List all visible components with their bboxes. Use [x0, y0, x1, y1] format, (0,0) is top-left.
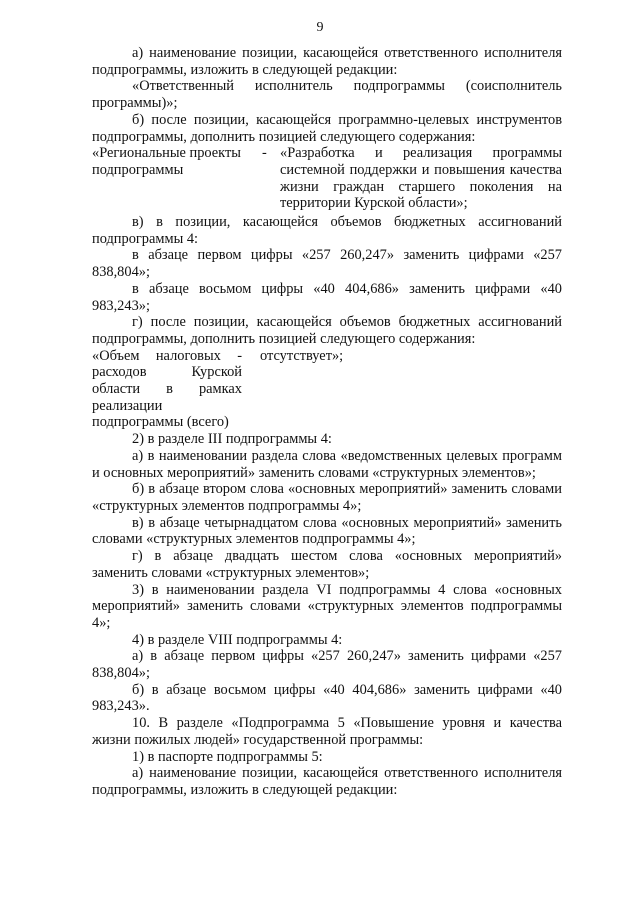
position-name-line: подпрограммы (всего): [92, 414, 229, 431]
paragraph: 3) в наименовании раздела VI подпрограммы 4 слова «основных мероприятий» заменить словами «структурных элементов подпрограммы 4»;: [92, 581, 562, 631]
position-table-regional-projects: [92, 145, 562, 212]
paragraph: 4) в разделе VIII подпрограммы 4:: [132, 631, 343, 648]
position-name-line: расходов Курской: [92, 364, 242, 381]
position-dash: -: [262, 145, 267, 162]
document-body: [92, 45, 562, 799]
paragraph: 2) в разделе III подпрограммы 4:: [132, 431, 332, 448]
paragraph: а) в абзаце первом цифры «257 260,247» заменить цифрами «257 838,804»;: [92, 648, 562, 682]
paragraph: б) в абзаце восьмом цифры «40 404,686» заменить цифрами «40 983,243».: [92, 681, 562, 715]
position-name-line: «Объем налоговых -: [92, 347, 242, 364]
paragraph: 1) в паспорте подпрограммы 5:: [132, 748, 323, 765]
paragraph: а) в наименовании раздела слова «ведомственных целевых программ и основных мероприятий» заменить словами «структурных элементов»;: [92, 447, 562, 481]
paragraph: в) в позиции, касающейся объемов бюджетных ассигнований подпрограммы 4:: [92, 214, 562, 247]
paragraph: б) после позиции, касающейся программно-целевых инструментов подпрограммы, дополнить позицией следующего содержания:: [92, 111, 562, 145]
paragraph: «Ответственный исполнитель подпрограммы (соисполнитель программы)»;: [92, 78, 562, 112]
position-value-line: жизни граждан старшего поколения на: [280, 178, 562, 195]
position-name-line: области в рамках: [92, 381, 242, 398]
paragraph: 10. В разделе «Подпрограмма 5 «Повышение уровня и качества жизни пожилых людей» государственной программы:: [92, 715, 562, 748]
paragraph: в абзаце первом цифры «257 260,247» заменить цифрами «257 838,804»;: [92, 247, 562, 281]
paragraph: г) после позиции, касающейся объемов бюджетных ассигнований подпрограммы, дополнить позицией следующего содержания:: [92, 314, 562, 347]
position-table-tax-expenditures: [92, 348, 562, 432]
page-number: 9: [316, 20, 324, 35]
paragraph: а) наименование позиции, касающейся ответственного исполнителя подпрограммы, изложить в следующей редакции:: [92, 45, 562, 78]
position-name: «Региональные проекты подпрограммы: [92, 145, 241, 178]
position-value-line: системной поддержки и повышения качества: [280, 161, 562, 178]
position-value-line: «Разработка и реализация программы: [280, 145, 562, 162]
paragraph: в абзаце восьмом цифры «40 404,686» заменить цифрами «40 983,243»;: [92, 280, 562, 314]
position-value: отсутствует»;: [260, 347, 344, 364]
paragraph: в) в абзаце четырнадцатом слова «основных мероприятий» заменить словами «структурных элементов подпрограммы 4»;: [92, 514, 562, 548]
paragraph: б) в абзаце втором слова «основных мероприятий» заменить словами «структурных элементов подпрограммы 4»;: [92, 481, 562, 514]
position-name-line: реализации: [92, 397, 163, 414]
paragraph: г) в абзаце двадцать шестом слова «основных мероприятий» заменить словами «структурных элементов»;: [92, 548, 562, 581]
paragraph: а) наименование позиции, касающейся ответственного исполнителя подпрограммы, изложить в следующей редакции:: [92, 765, 562, 798]
position-value-line: территории Курской области»;: [280, 195, 468, 212]
position-value: [280, 145, 562, 212]
